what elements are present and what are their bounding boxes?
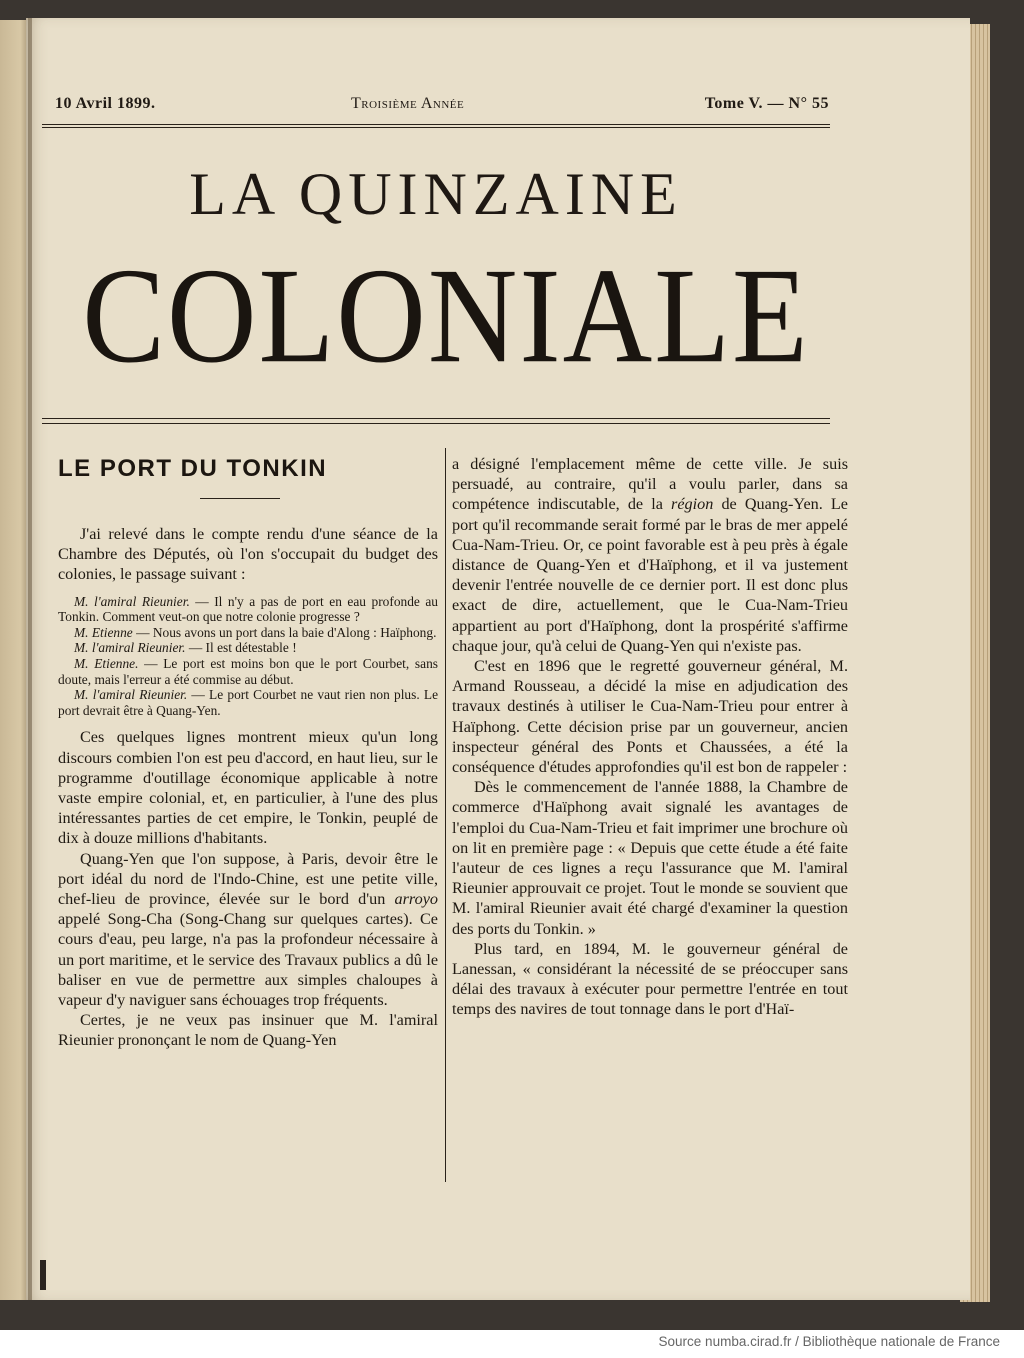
title-underline: [200, 498, 280, 499]
article-paragraph: Plus tard, en 1894, M. le gouverneur général de Lanessan, « considérant la nécessité de se préoccuper sans délai des travaux à exécuter pour permettre l'entrée en tout temps des navires de tout tonnage dans le port d'Haï-: [452, 939, 848, 1019]
quote-speaker: M. Etienne.: [74, 655, 139, 671]
article-intro: J'ai relevé dans le compte rendu d'une séance de la Chambre des Députés, où l'on s'occupait du budget des colonies, le passage suivant :: [58, 525, 438, 584]
header-rule: [42, 124, 830, 125]
masthead-line2: COLONIALE: [82, 240, 810, 391]
article-right-column: [452, 454, 848, 1020]
quote-text: — Il est détestable !: [185, 640, 297, 656]
masthead-line1: LA QUINZAINE: [189, 161, 683, 227]
quote-speaker: M. l'amiral Rieunier.: [74, 687, 188, 703]
quote-line: [58, 625, 438, 641]
article-paragraph: Dès le commencement de l'année 1888, la Chambre de commerce d'Haïphong avait signalé les avantages de l'emploi du Cua-Nam-Trieu et fait imprimer une brochure où on lit en première page : « Depuis que cette étude a été faite l'auteur de ces lignes a reçu l'assurance que M. l'amiral Rieunier approuvait ce projet. Tout le monde se souvient que M. l'amiral Rieunier avait été chargé d'examiner la question des ports du Tonkin. »: [452, 778, 848, 938]
header-rule-secondary: [42, 127, 830, 128]
quote-speaker: M. l'amiral Rieunier.: [74, 593, 190, 609]
masthead-rule: [42, 418, 830, 419]
quote-line: [58, 640, 438, 656]
article-paragraph: C'est en 1896 que le regretté gouverneur général, M. Armand Rousseau, a décidé la mise en adjudication des travaux destinés à utiliser le Cua-Nam-Trieu pour entrer à Haïphong. Cette décision prise par un gouverneur, ancien inspecteur général des Ponts et Chaussées, a été la conséquence d'études approfondies qu'il est bon de rappeler :: [452, 657, 848, 777]
article-left-column: [58, 524, 438, 1051]
article-paragraph: a désigné l'emplacement même de cette ville. Je suis persuadé, au contraire, qu'il a voulu parler, dans sa compétence indiscutable, de la région de Quang-Yen. Le port qu'il recommande serait formé par le bras de mer appelé Cua-Nam-Trieu. Or, ce point favorable est à peu près à égale distance de Quang-Yen et d'Haïphong, et il va justement devenir l'entrée nouvelle de ce dernier port. Il est donc plus exact de dire, actuellement, que le Cua-Nam-Trieu appartient au port d'Haïphong, dont la prospérité s'affirme chaque jour, qu'à celui de Quang-Yen qui n'existe pas.: [452, 455, 848, 655]
quote-text: — Le port est moins bon que le port Courbet, sans doute, mais l'erreur a été commise au début.: [58, 655, 438, 687]
masthead-rule-secondary: [42, 423, 830, 424]
quote-speaker: M. Etienne: [74, 624, 133, 640]
source-credit: Source numba.cirad.fr / Bibliothèque nationale de France: [658, 1334, 1000, 1349]
quote-speaker: M. l'amiral Rieunier.: [74, 640, 186, 656]
quote-text: — Il n'y a pas de port en eau profonde au Tonkin. Comment veut-on que notre colonie progresse ?: [58, 593, 438, 625]
issue-header: [55, 95, 829, 119]
article-paragraph: Certes, je ne veux pas insinuer que M. l'amiral Rieunier prononçant le nom de Quang-Yen: [58, 1011, 438, 1050]
spine-mark: [40, 1260, 46, 1290]
quote-text: — Le port Courbet ne vaut rien non plus. Le port devrait être à Quang-Yen.: [58, 687, 439, 718]
issue-date: 10 Avril 1899.: [55, 95, 156, 112]
column-divider: [445, 448, 446, 1182]
article-paragraph: Quang-Yen que l'on suppose, à Paris, devoir être le port idéal du nord de l'Indo-Chine, est une petite ville, chef-lieu de province, élevée sur le bord d'un arroyo appelé Song-Cha (Song-Chang sur quelques cartes). Ce cours d'eau, peu large, n'a pas la profondeur nécessaire à un port maritime, et le service des Travaux publics a dû le baliser en vue de permettre aux simples chaloupes à vapeur d'y naviguer sans échouages trop fréquents.: [58, 849, 438, 1009]
article-paragraph: Ces quelques lignes montrent mieux qu'un long discours combien l'on est peu d'accord, en haut lieu, sur le programme d'outillage économique applicable à notre vaste empire colonial, et, en particulier, à l'une des plus intéressantes parties de cet empire, le Tonkin, peuplé de dix à douze millions d'habitants.: [58, 728, 438, 848]
quote-line: [58, 656, 438, 687]
quote-text: — Nous avons un port dans la baie d'Along : Haïphong.: [132, 624, 437, 640]
issue-year: Troisième Année: [351, 95, 465, 112]
issue-number: Tome V. — N° 55: [704, 95, 829, 112]
quote-line: [58, 594, 438, 625]
quote-line: [58, 687, 438, 718]
article-title: LE PORT DU TONKIN: [58, 455, 328, 482]
